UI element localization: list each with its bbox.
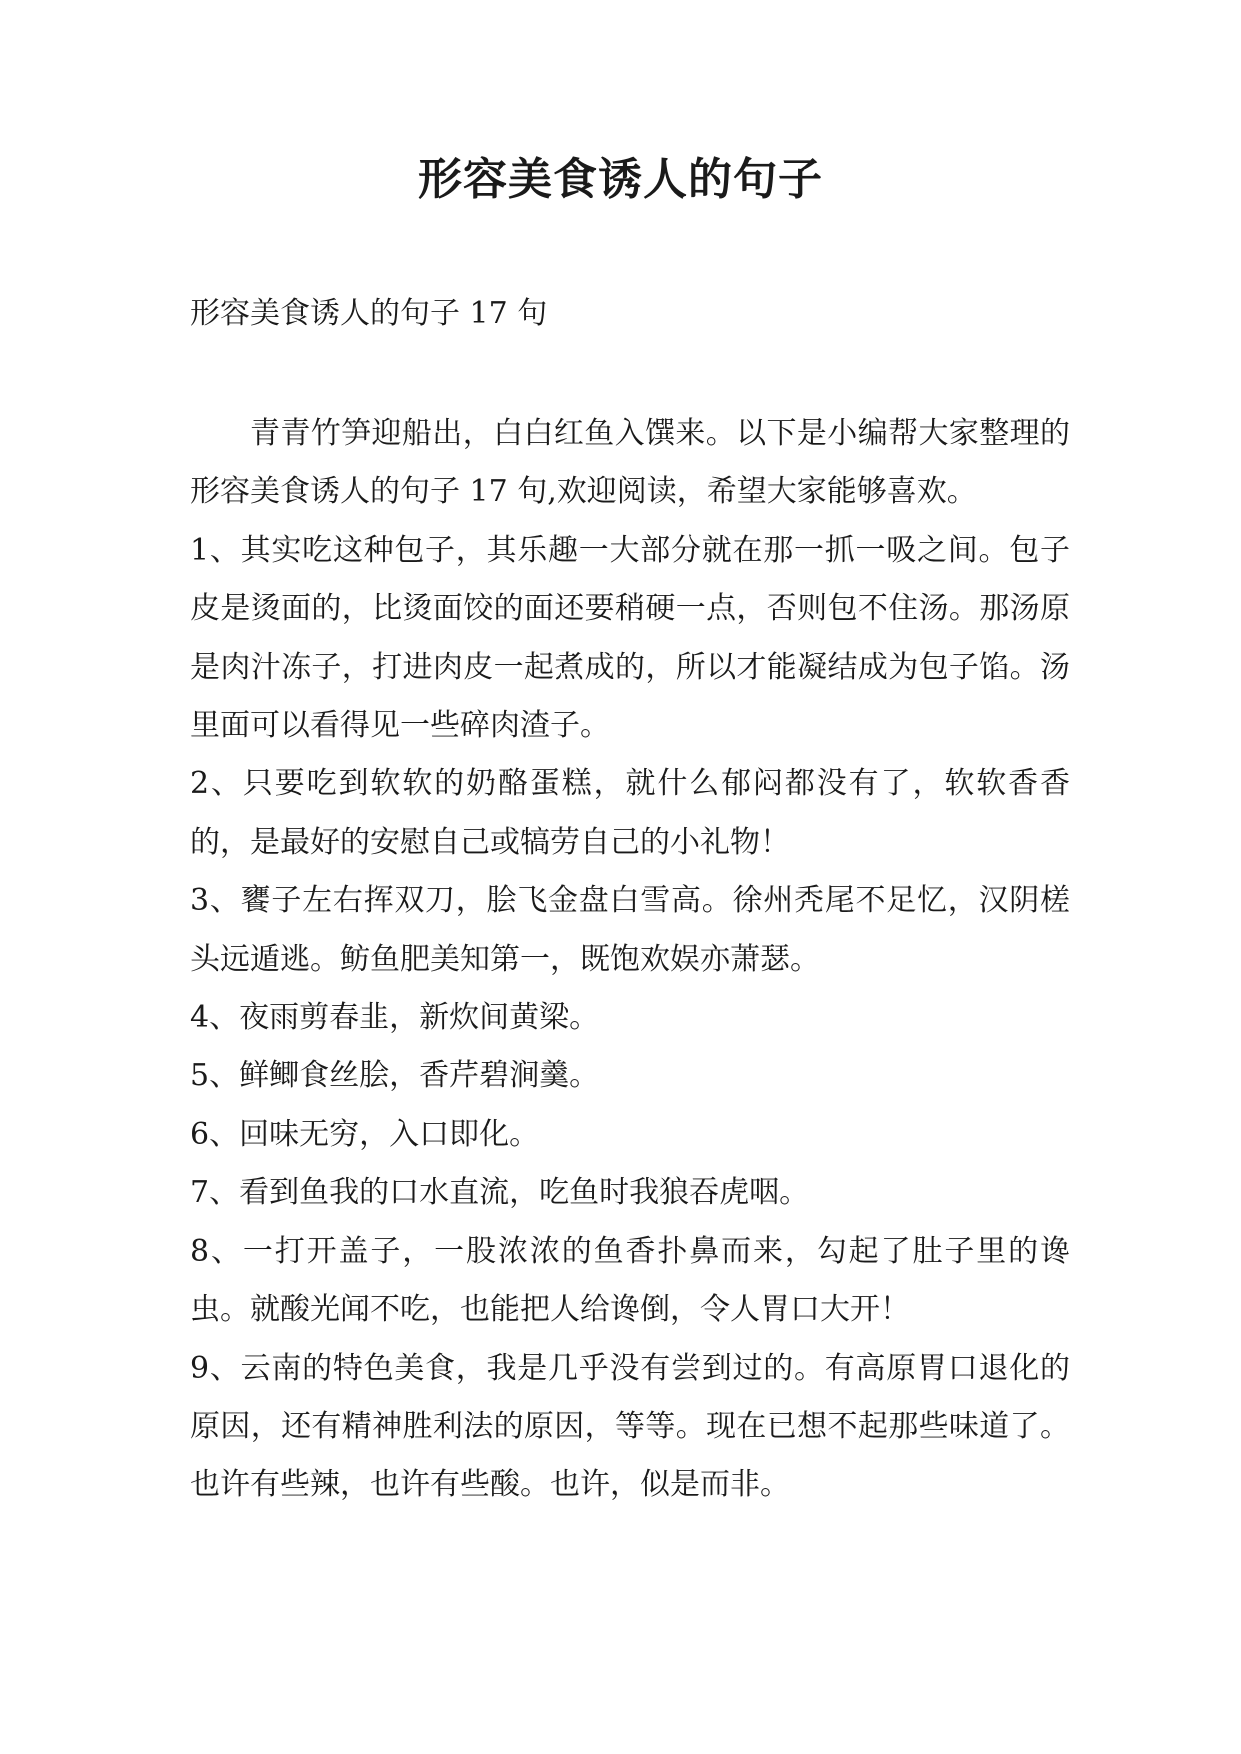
list-item: 8、一打开盖子，一股浓浓的鱼香扑鼻而来，勾起了肚子里的谗虫。就酸光闻不吃，也能把人给谗倒，令人胃口大开！ (190, 1233, 1070, 1328)
document-title: 形容美食诱人的句子 (418, 154, 823, 205)
intro-paragraph: 青青竹笋迎船出，白白红鱼入馔来。以下是小编帮大家整理的形容美食诱人的句子 17 句,欢迎阅读，希望大家能够喜欢。 (190, 416, 1070, 510)
list-item: 1、其实吃这种包子，其乐趣一大部分就在那一抓一吸之间。包子皮是烫面的，比烫面饺的面还要稍硬一点，否则包不住汤。那汤原是肉汁冻子，打进肉皮一起煮成的，所以才能凝结成为包子馅。汤里面可以看得见一些碎肉渣子。 (190, 532, 1070, 744)
list-item: 9、云南的特色美食，我是几乎没有尝到过的。有高原胃口退化的原因，还有精神胜利法的原因，等等。现在已想不起那些味道了。也许有些辣，也许有些酸。也许，似是而非。 (190, 1350, 1070, 1503)
document-subtitle: 形容美食诱人的句子 17 句 (190, 296, 548, 331)
list-item: 4、夜雨剪春韭，新炊间黄梁。 (190, 1000, 600, 1036)
list-item: 5、鲜鲫食丝脍，香芹碧涧羹。 (190, 1058, 600, 1094)
list-item: 7、看到鱼我的口水直流，吃鱼时我狼吞虎咽。 (190, 1175, 810, 1211)
list-item: 3、饔子左右挥双刀，脍飞金盘白雪高。徐州秃尾不足忆，汉阴槎头远遁逃。鲂鱼肥美知第一，既饱欢娱亦萧瑟。 (190, 883, 1070, 977)
list-item: 2、只要吃到软软的奶酪蛋糕，就什么郁闷都没有了，软软香香的，是最好的安慰自己或犒劳自己的小礼物！ (190, 766, 1070, 860)
document-body (190, 405, 1070, 1515)
list-item: 6、回味无穷，入口即化。 (190, 1116, 540, 1152)
